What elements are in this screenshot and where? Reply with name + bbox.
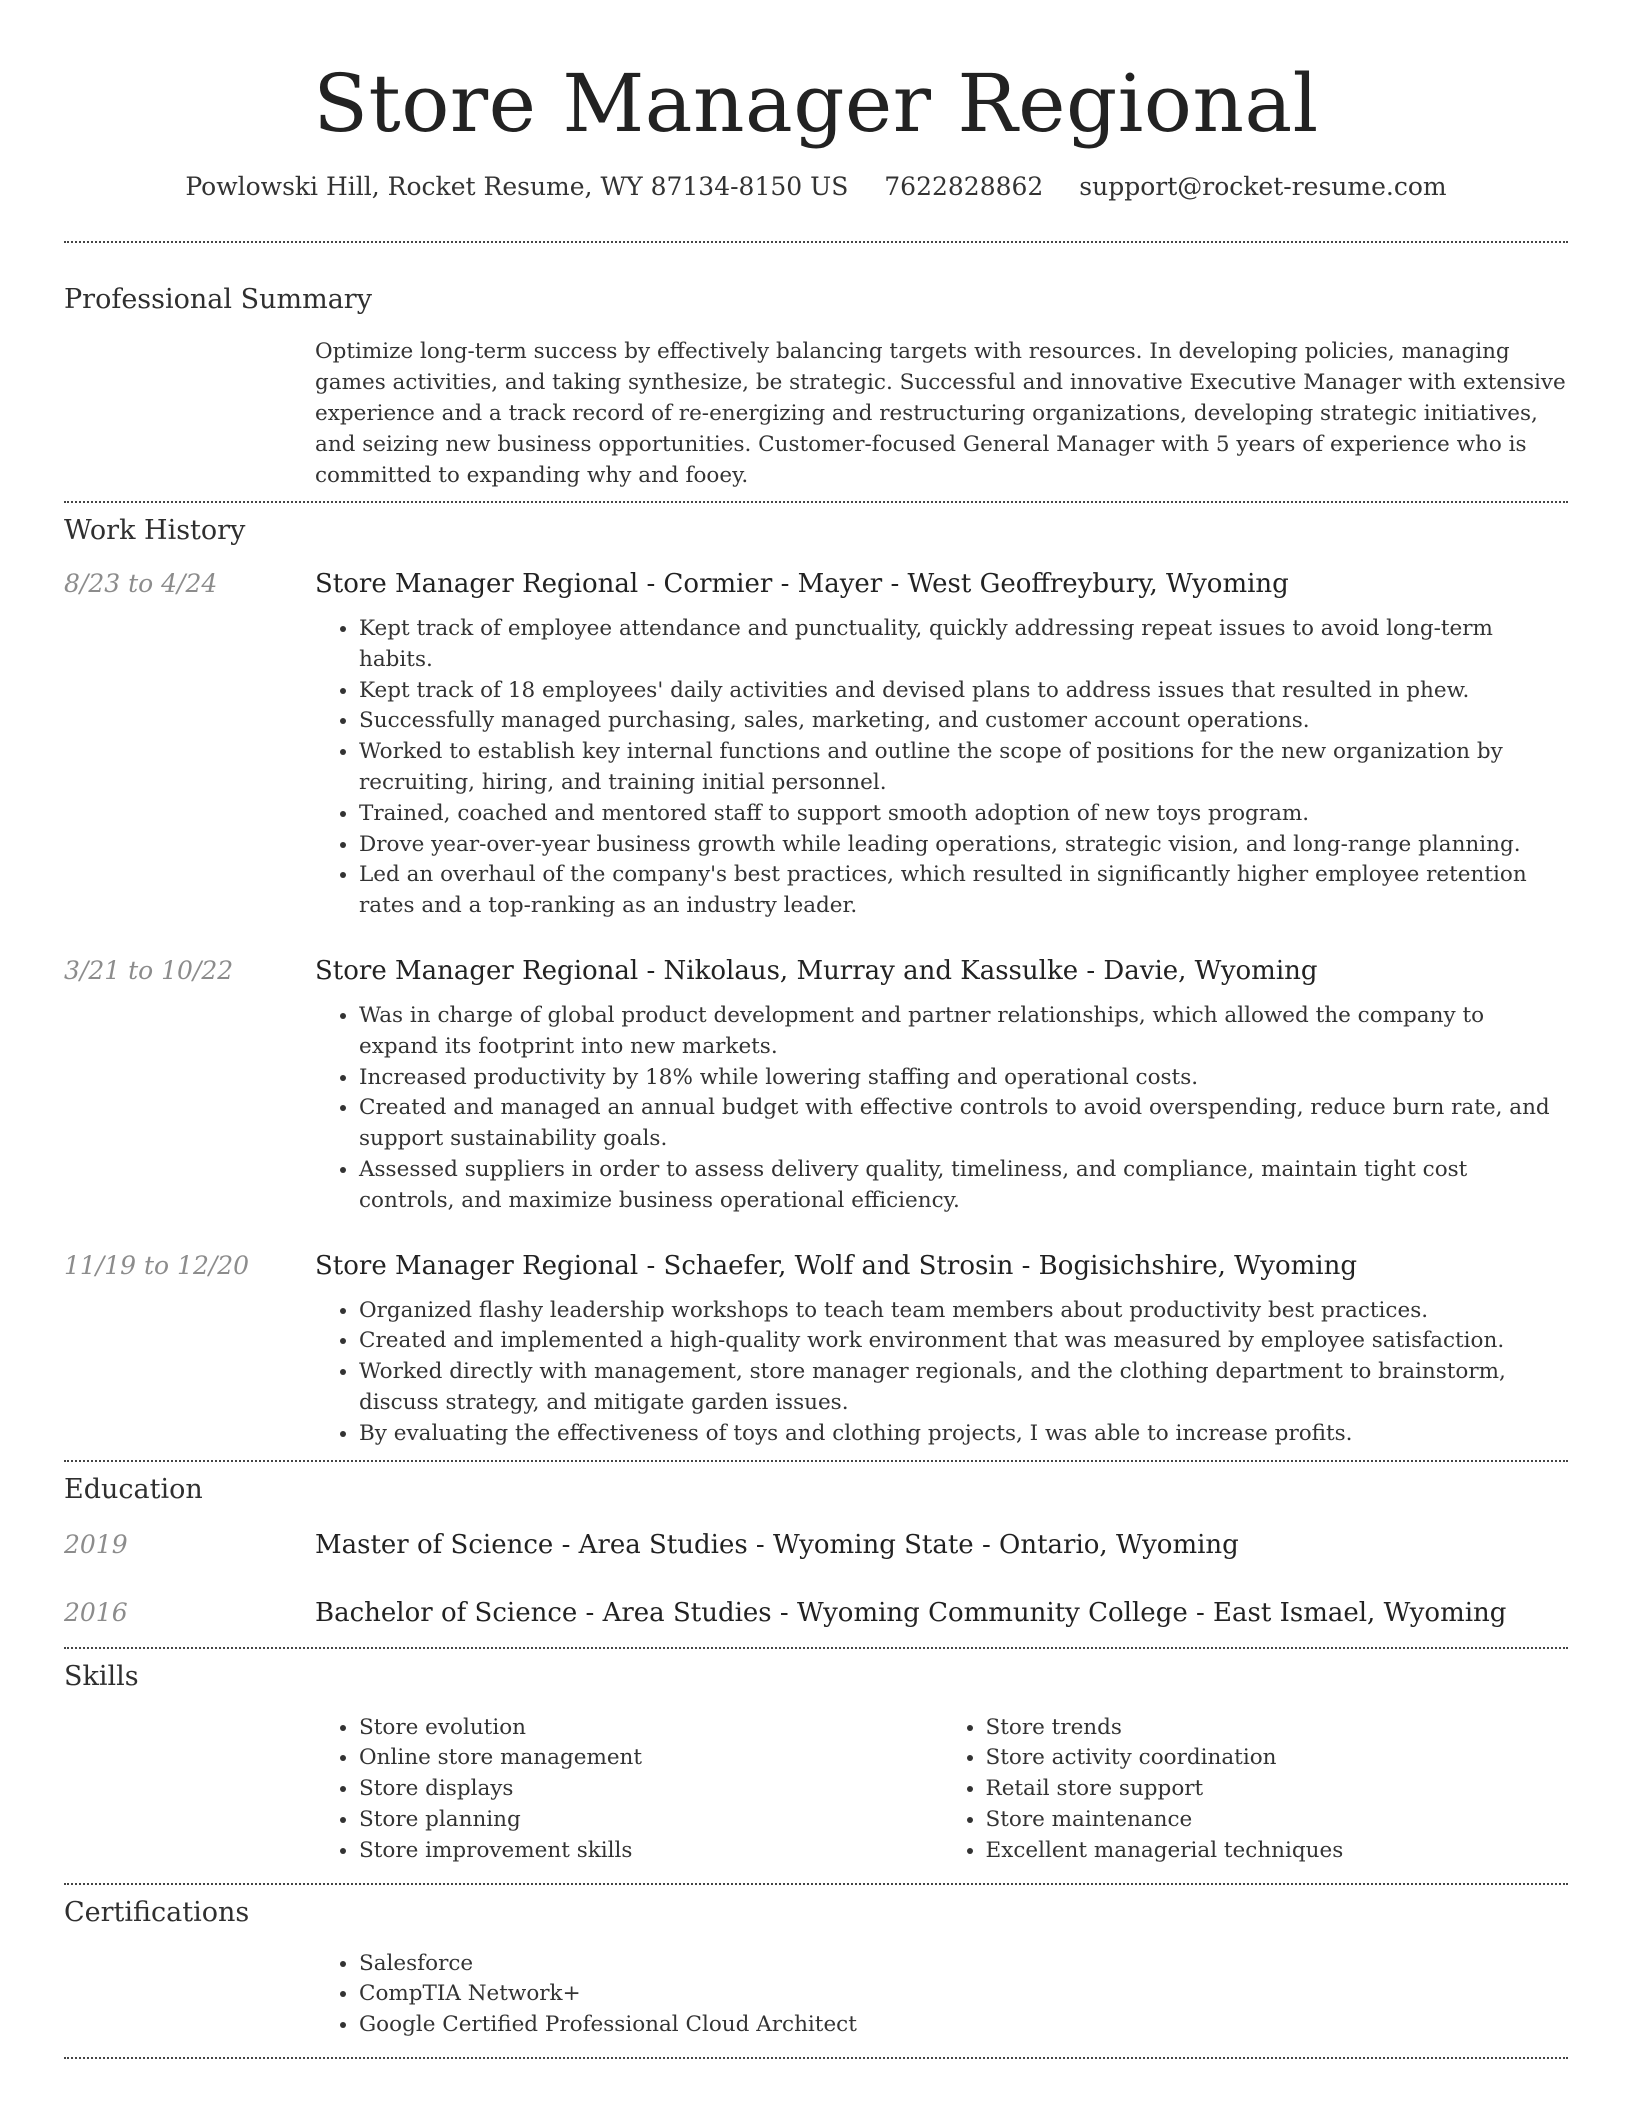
education-entry bbox=[64, 1528, 1568, 1562]
list-item: • CompTIA Network+ bbox=[359, 1979, 1568, 2010]
job-title: Store Manager Regional - Schaefer, Wolf and Strosin - Bogisichshire, Wyoming bbox=[315, 1250, 1357, 1281]
list-item: • Google Certified Professional Cloud Architect bbox=[359, 2010, 1568, 2041]
skills-list bbox=[315, 1713, 1568, 1867]
section-title-certifications: Certifications bbox=[64, 1896, 250, 1928]
list-item: • Trained, coached and mentored staff to support smooth adoption of new toys program. bbox=[359, 799, 1568, 830]
email: support@rocket-resume.com bbox=[1079, 172, 1447, 201]
education-entry bbox=[64, 1596, 1568, 1630]
list-item: • Online store management bbox=[359, 1743, 942, 1774]
list-item: • Created and managed an annual budget with effective controls to avoid overspending, reduce burn rate, and support sustainability goals. bbox=[359, 1093, 1568, 1155]
list-item: • Retail store support bbox=[986, 1774, 1569, 1805]
list-item: • Led an overhaul of the company's best practices, which resulted in significantly higher employee retention rates and a top-ranking as an industry leader. bbox=[359, 860, 1568, 922]
job-title: Store Manager Regional - Cormier - Mayer - West Geoffreybury, Wyoming bbox=[315, 569, 1289, 599]
job-dates: 3/21 to 10/22 bbox=[64, 955, 234, 985]
list-item: • Store planning bbox=[359, 1805, 942, 1836]
section-title-work-history: Work History bbox=[64, 515, 246, 546]
list-item: • Organized flashy leadership workshops to teach team members about productivity best practices. bbox=[359, 1296, 1568, 1327]
job-entry bbox=[64, 567, 1568, 922]
summary-text: Optimize long-term success by effectively balancing targets with resources. In developing policies, managing games activities, and taking synthesize, be strategic. Successful and innovative Executive Manager with extensive experience and a track record of re-energizing and restructuring organizations, developing strategic initiatives, and seizing new business opportunities. Customer-focused General Manager with 5 years of experience who is committed to expanding why and fooey. bbox=[315, 339, 1566, 488]
job-bullets bbox=[315, 1001, 1568, 1217]
list-item: • Store maintenance bbox=[986, 1805, 1569, 1836]
resume-page bbox=[64, 0, 1568, 2059]
section-title-education: Education bbox=[64, 1473, 203, 1505]
education-year: 2019 bbox=[64, 1529, 128, 1559]
skills-column-left bbox=[315, 1713, 942, 1867]
job-entry bbox=[64, 954, 1568, 1217]
job-dates: 8/23 to 4/24 bbox=[64, 569, 218, 598]
job-entry bbox=[64, 1249, 1568, 1450]
divider bbox=[64, 501, 1568, 503]
divider bbox=[64, 1460, 1568, 1462]
list-item: • Drove year-over-year business growth while leading operations, strategic vision, and long-range planning. bbox=[359, 830, 1568, 861]
list-item: • Store activity coordination bbox=[986, 1743, 1569, 1774]
divider bbox=[64, 241, 1568, 243]
list-item: • Kept track of employee attendance and punctuality, quickly addressing repeat issues to avoid long-term habits. bbox=[359, 614, 1568, 676]
page-title: Store Manager Regional bbox=[313, 57, 1319, 150]
divider bbox=[64, 2057, 1568, 2059]
list-item: • Worked directly with management, store manager regionals, and the clothing department to brainstorm, discuss strategy, and mitigate garden issues. bbox=[359, 1357, 1568, 1419]
list-item: • Was in charge of global product development and partner relationships, which allowed the company to expand its footprint into new markets. bbox=[359, 1001, 1568, 1063]
list-item: • Assessed suppliers in order to assess delivery quality, timeliness, and compliance, maintain tight cost controls, and maximize business operational efficiency. bbox=[359, 1155, 1568, 1217]
education-title: Master of Science - Area Studies - Wyoming State - Ontario, Wyoming bbox=[315, 1529, 1239, 1560]
phone: 7622828862 bbox=[884, 172, 1044, 201]
list-item: • Salesforce bbox=[359, 1949, 1568, 1980]
list-item: • Created and implemented a high-quality work environment that was measured by employee satisfaction. bbox=[359, 1326, 1568, 1357]
list-item: • Excellent managerial techniques bbox=[986, 1836, 1569, 1867]
list-item: • Store improvement skills bbox=[359, 1836, 942, 1867]
divider bbox=[64, 1647, 1568, 1649]
education-year: 2016 bbox=[64, 1597, 128, 1627]
job-title: Store Manager Regional - Nikolaus, Murray and Kassulke - Davie, Wyoming bbox=[315, 955, 1318, 986]
list-item: • Store displays bbox=[359, 1774, 942, 1805]
divider bbox=[64, 1883, 1568, 1885]
education-title: Bachelor of Science - Area Studies - Wyoming Community College - East Ismael, Wyoming bbox=[315, 1597, 1507, 1628]
list-item: • Store trends bbox=[986, 1713, 1569, 1744]
list-item: • Increased productivity by 18% while lowering staffing and operational costs. bbox=[359, 1063, 1568, 1094]
list-item: • Store evolution bbox=[359, 1713, 942, 1744]
section-title-summary: Professional Summary bbox=[64, 284, 372, 315]
list-item: • By evaluating the effectiveness of toys and clothing projects, I was able to increase profits. bbox=[359, 1419, 1568, 1450]
list-item: • Worked to establish key internal functions and outline the scope of positions for the new organization by recruiting, hiring, and training initial personnel. bbox=[359, 737, 1568, 799]
section-title-skills: Skills bbox=[64, 1660, 139, 1692]
certifications-list bbox=[315, 1949, 1568, 2041]
address: Powlowski Hill, Rocket Resume, WY 87134-8150 US bbox=[185, 172, 849, 201]
certifications-bullets bbox=[315, 1949, 1568, 2041]
job-bullets bbox=[315, 1296, 1568, 1450]
contact-line bbox=[64, 170, 1568, 204]
list-item: • Successfully managed purchasing, sales, marketing, and customer account operations. bbox=[359, 706, 1568, 737]
skills-column-right bbox=[942, 1713, 1569, 1867]
job-bullets bbox=[315, 614, 1568, 922]
job-dates: 11/19 to 12/20 bbox=[64, 1250, 250, 1280]
list-item: • Kept track of 18 employees' daily activities and devised plans to address issues that resulted in phew. bbox=[359, 676, 1568, 707]
